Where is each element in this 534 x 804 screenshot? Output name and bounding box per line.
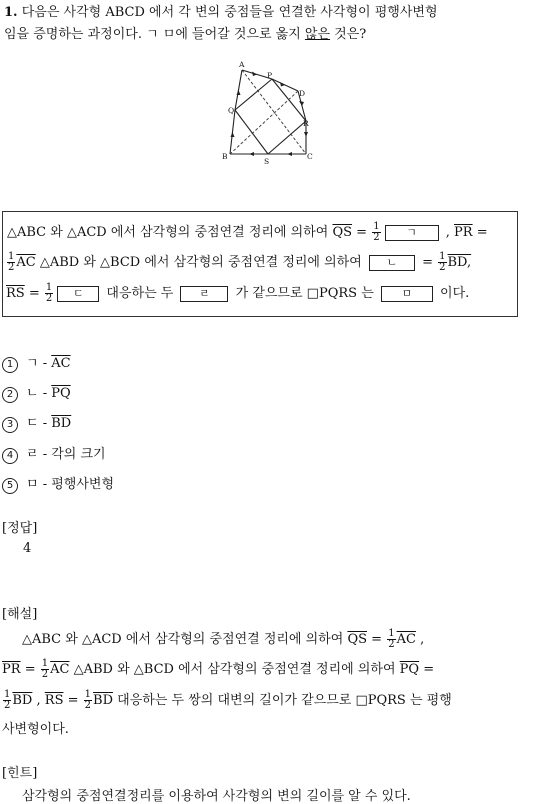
- label-a: A: [239, 60, 245, 69]
- label-d: D: [299, 89, 306, 98]
- proof-comma: ,: [445, 225, 450, 240]
- question-text-1: 다음은 사각형 ABCD 에서 각 변의 중점들을 연결한 사각형이 평행사변형: [21, 5, 438, 20]
- proof-eq-4: =: [28, 286, 40, 301]
- question-number: 1.: [4, 5, 18, 20]
- explanation-eq-4: =: [67, 693, 79, 708]
- explanation-half-2: $\frac{1}{2}$: [41, 658, 49, 680]
- choice-key-2: ㄴ -: [26, 386, 48, 401]
- proof-text-1: △ABC 와 △ACD 에서 삼각형의 중점연결 정리에 의하여: [7, 225, 329, 240]
- label-r: R: [303, 119, 309, 128]
- proof-text-5: 이다.: [440, 286, 470, 301]
- proof-row-1: [7, 221, 488, 243]
- explanation-line-1: [22, 628, 424, 650]
- choice-1[interactable]: [2, 352, 71, 373]
- blank-r: ㄹ: [180, 286, 228, 302]
- proof-half-4: $\frac{1}{2}$: [45, 282, 53, 304]
- explanation-comma-1: ,: [420, 632, 425, 647]
- label-c: C: [307, 152, 313, 161]
- explanation-eq-2: =: [24, 662, 36, 677]
- choice-2[interactable]: [2, 382, 71, 403]
- explanation-half-4: $\frac{1}{2}$: [84, 689, 92, 711]
- proof-qs: $\overline{QS}$: [332, 225, 353, 240]
- explanation-line-4: 사변형이다.: [2, 722, 69, 737]
- explanation-line-2: [2, 658, 434, 680]
- choice-4[interactable]: [2, 443, 106, 464]
- choice-number-3: 3: [2, 417, 18, 433]
- explanation-line-3: [2, 689, 452, 711]
- choice-number-5: 5: [2, 478, 18, 494]
- explanation-half-1: $\frac{1}{2}$: [388, 628, 395, 650]
- explanation-text-3: 대응하는 두 쌍의 대변의 길이가 같으므로 □PQRS 는 평행: [117, 693, 452, 708]
- label-b: B: [222, 152, 228, 161]
- explanation-pq: $\overline{PQ}$: [399, 662, 420, 677]
- label-q: Q: [228, 106, 235, 115]
- choice-number-2: 2: [2, 387, 18, 403]
- blank-m: ㅁ: [381, 286, 433, 302]
- choice-3[interactable]: [2, 412, 71, 433]
- question-line-2: [4, 23, 366, 42]
- hint-heading: [힌트]: [2, 766, 38, 781]
- explanation-eq-3: =: [423, 662, 435, 677]
- explanation-text-2: △ABD 와 △BCD 에서 삼각형의 중점연결 정리에 의하여: [73, 662, 396, 677]
- choice-value-3: $\overline{BD}$: [51, 416, 72, 431]
- choice-value-4: 각의 크기: [51, 447, 106, 462]
- explanation-qs: $\overline{QS}$: [347, 632, 368, 647]
- explanation-text-1: △ABC 와 △ACD 에서 삼각형의 중점연결 정리에 의하여: [22, 632, 344, 647]
- seg-pq: [235, 79, 272, 110]
- not-correct-underline: 않은: [304, 27, 331, 42]
- proof-half-1: $\frac{1}{2}$: [373, 221, 380, 243]
- label-p: P: [267, 71, 273, 80]
- proof-rs: $\overline{RS}$: [6, 286, 25, 301]
- choice-key-1: ㄱ -: [26, 356, 48, 371]
- explanation-ac-2: $\overline{AC}$: [50, 662, 70, 677]
- choice-5[interactable]: [2, 473, 114, 494]
- blank-g: ㄱ: [385, 225, 439, 241]
- tick-cs: [287, 152, 292, 156]
- answer-value: 4: [23, 541, 32, 556]
- blank-n: ㄴ: [369, 255, 415, 271]
- explanation-bd-2: $\overline{BD}$: [93, 693, 114, 708]
- quadrilateral-figure: [218, 58, 318, 168]
- choice-value-1: $\overline{AC}$: [51, 356, 71, 371]
- diagonal-ac: [242, 70, 306, 154]
- explanation-pr: $\overline{PR}$: [2, 662, 21, 677]
- proof-eq-1: =: [356, 225, 368, 240]
- choice-key-3: ㄷ -: [26, 416, 48, 431]
- tick-bq: [231, 132, 235, 137]
- choice-number-1: 1: [2, 357, 18, 373]
- proof-text-2: △ABD 와 △BCD 에서 삼각형의 중점연결 정리에 의하여: [39, 255, 362, 270]
- explanation-ac-1: $\overline{AC}$: [396, 632, 416, 647]
- choice-key-4: ㄹ -: [26, 447, 48, 462]
- choice-key-5: ㅁ -: [26, 477, 48, 492]
- question-line-1: [4, 1, 438, 20]
- hint-text: 삼각형의 중점연결정리를 이용하여 사각형의 변의 길이를 알 수 있다.: [22, 789, 411, 804]
- diagonal-bd: [230, 91, 298, 154]
- proof-eq-3: =: [422, 255, 433, 270]
- proof-half-3: $\frac{1}{2}$: [439, 251, 446, 273]
- question-text-3: 것은?: [330, 27, 367, 42]
- seg-qs: [235, 110, 268, 154]
- tick-rc: [304, 132, 308, 137]
- proof-text-3: 대응하는 두: [106, 286, 174, 301]
- explanation-heading: [해설]: [2, 607, 38, 622]
- label-s: S: [264, 157, 270, 166]
- tick-sb: [249, 152, 254, 156]
- proof-row-2: [6, 251, 471, 273]
- choice-value-5: 평행사변형: [51, 477, 115, 492]
- answer-heading: [정답]: [2, 521, 38, 536]
- blank-d: ㄷ: [57, 286, 99, 302]
- proof-ac: $\overline{AC}$: [16, 255, 36, 270]
- seg-sr: [268, 121, 306, 154]
- explanation-eq-1: =: [371, 632, 383, 647]
- question-text-2: 임을 증명하는 과정이다. ㄱ ㅁ에 들어갈 것으로 옳지: [4, 27, 305, 42]
- explanation-bd-1: $\overline{BD}$: [12, 693, 33, 708]
- explanation-comma-2: ,: [36, 693, 41, 708]
- tick-qa: [237, 90, 241, 95]
- choice-value-2: $\overline{PQ}$: [51, 386, 71, 401]
- proof-eq-2: =: [476, 225, 488, 240]
- proof-row-3: [6, 282, 469, 304]
- proof-half-2: $\frac{1}{2}$: [8, 251, 15, 273]
- proof-bd: BD,: [447, 255, 472, 270]
- choice-number-4: 4: [2, 448, 18, 464]
- explanation-half-3: $\frac{1}{2}$: [4, 689, 11, 711]
- explanation-rs: $\overline{RS}$: [44, 693, 64, 708]
- proof-pr: $\overline{PR}$: [454, 225, 473, 240]
- proof-text-4: 가 같으므로 □PQRS 는: [235, 286, 374, 301]
